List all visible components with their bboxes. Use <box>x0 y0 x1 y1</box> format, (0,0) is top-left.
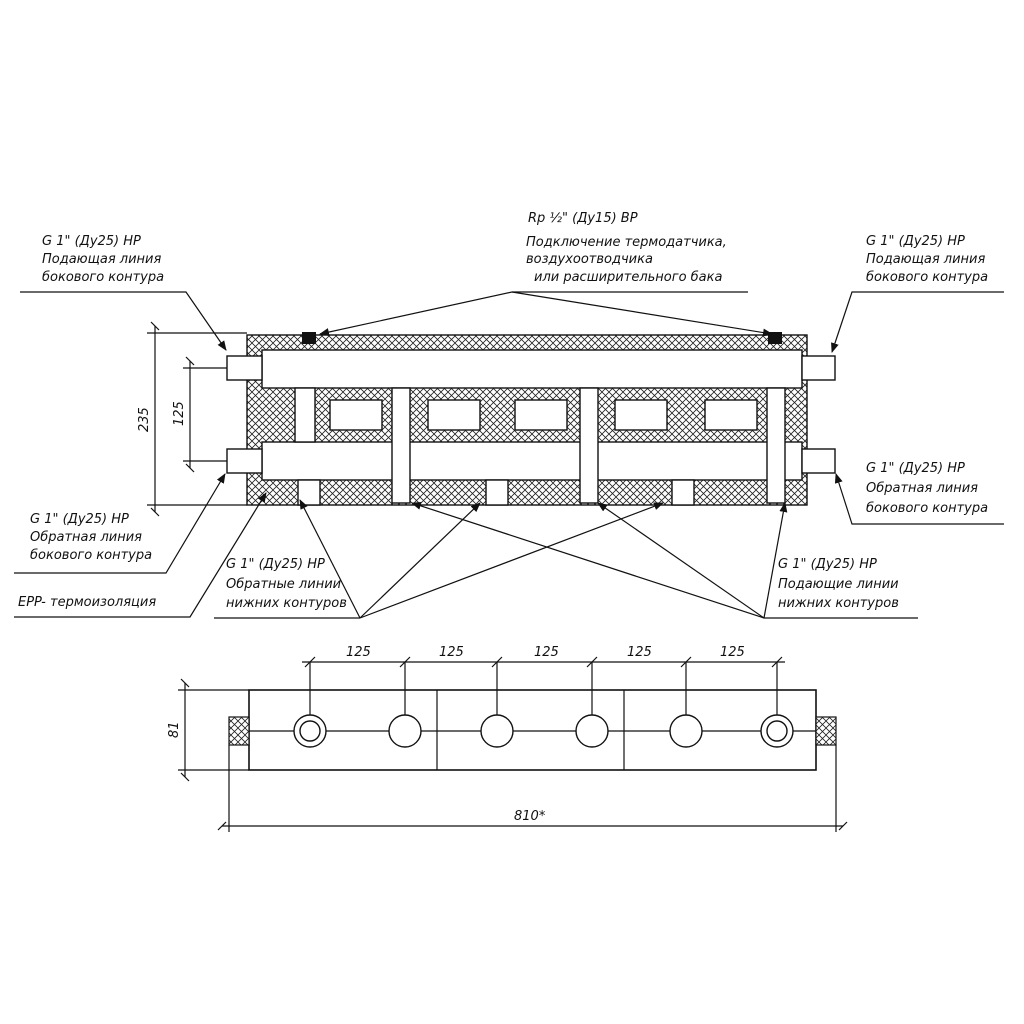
label-bottom-supplies <box>412 503 918 618</box>
insulation-window <box>330 400 382 430</box>
top-center-line3: воздухоотводчика <box>526 252 653 267</box>
vertical-channel <box>295 388 315 442</box>
plan-nozzle-right <box>816 717 836 745</box>
plan-body <box>249 690 816 770</box>
top-right-line3: бокового контура <box>866 270 989 285</box>
nozzle-bottom-left <box>227 449 262 473</box>
nozzle-bottom-right <box>802 449 835 473</box>
top-center-line2: Подключение термодатчика, <box>526 235 727 250</box>
top-right-line1: G 1" (Ду25) НР <box>866 234 965 249</box>
label-mid-right <box>836 461 1004 524</box>
bottom-supplies-line3: нижних контуров <box>778 596 899 611</box>
spacing-2: 125 <box>439 645 464 660</box>
plan-nozzle-left <box>229 717 249 745</box>
spacing-3: 125 <box>534 645 559 660</box>
bottom-nozzle <box>672 480 694 505</box>
plan-port <box>576 715 608 747</box>
mid-right-line3: бокового контура <box>866 501 989 516</box>
vertical-channel <box>767 388 785 503</box>
label-top-center <box>320 211 772 334</box>
top-left-line2: Подающая линия <box>42 252 162 267</box>
top-left-line1: G 1" (Ду25) НР <box>42 234 141 249</box>
dimension-125-vertical <box>172 361 227 468</box>
spacing-5: 125 <box>720 645 745 660</box>
upper-header-pipe <box>262 350 802 388</box>
section-view <box>227 332 835 505</box>
lower-header-pipe <box>262 442 802 480</box>
vertical-channel <box>392 388 410 503</box>
top-center-line4: или расширительного бака <box>534 270 723 285</box>
mid-left-line3: бокового контура <box>30 548 153 563</box>
dim-235-value: 235 <box>137 407 152 432</box>
mid-right-line1: G 1" (Ду25) НР <box>866 461 965 476</box>
bottom-supplies-line1: G 1" (Ду25) НР <box>778 557 877 572</box>
plan-port <box>670 715 702 747</box>
insulation-text: EPP- термоизоляция <box>18 595 157 610</box>
dim-81-value: 81 <box>167 721 182 738</box>
dimension-235 <box>137 326 247 512</box>
top-port-left <box>302 332 316 344</box>
plan-port <box>389 715 421 747</box>
plan-port-threaded-inner <box>300 721 320 741</box>
label-top-right <box>832 234 1004 352</box>
spacing-1: 125 <box>346 645 371 660</box>
insulation-window <box>615 400 667 430</box>
plan-port-threaded-inner <box>767 721 787 741</box>
top-center-line1: Rp ½" (Ду15) ВР <box>528 211 638 226</box>
top-left-line3: бокового контура <box>42 270 165 285</box>
mid-left-line2: Обратная линия <box>30 530 142 545</box>
mid-right-line2: Обратная линия <box>866 481 978 496</box>
insulation-window <box>705 400 757 430</box>
bottom-returns-line1: G 1" (Ду25) НР <box>226 557 325 572</box>
nozzle-top-right <box>802 356 835 380</box>
bottom-returns-line3: нижних контуров <box>226 596 347 611</box>
dim-125-vertical-value: 125 <box>172 401 187 426</box>
bottom-supplies-line2: Подающие линии <box>778 577 899 592</box>
vertical-channel <box>580 388 598 503</box>
mid-left-line1: G 1" (Ду25) НР <box>30 512 129 527</box>
insulation-window <box>428 400 480 430</box>
label-bottom-returns <box>214 500 663 618</box>
bottom-nozzle <box>486 480 508 505</box>
bottom-returns-line2: Обратные линии <box>226 577 342 592</box>
nozzle-top-left <box>227 356 262 380</box>
dim-810-value: 810* <box>514 809 546 824</box>
label-mid-left <box>14 474 225 573</box>
insulation-window <box>515 400 567 430</box>
top-right-line2: Подающая линия <box>866 252 986 267</box>
spacing-4: 125 <box>627 645 652 660</box>
plan-view <box>167 645 843 832</box>
plan-port <box>481 715 513 747</box>
